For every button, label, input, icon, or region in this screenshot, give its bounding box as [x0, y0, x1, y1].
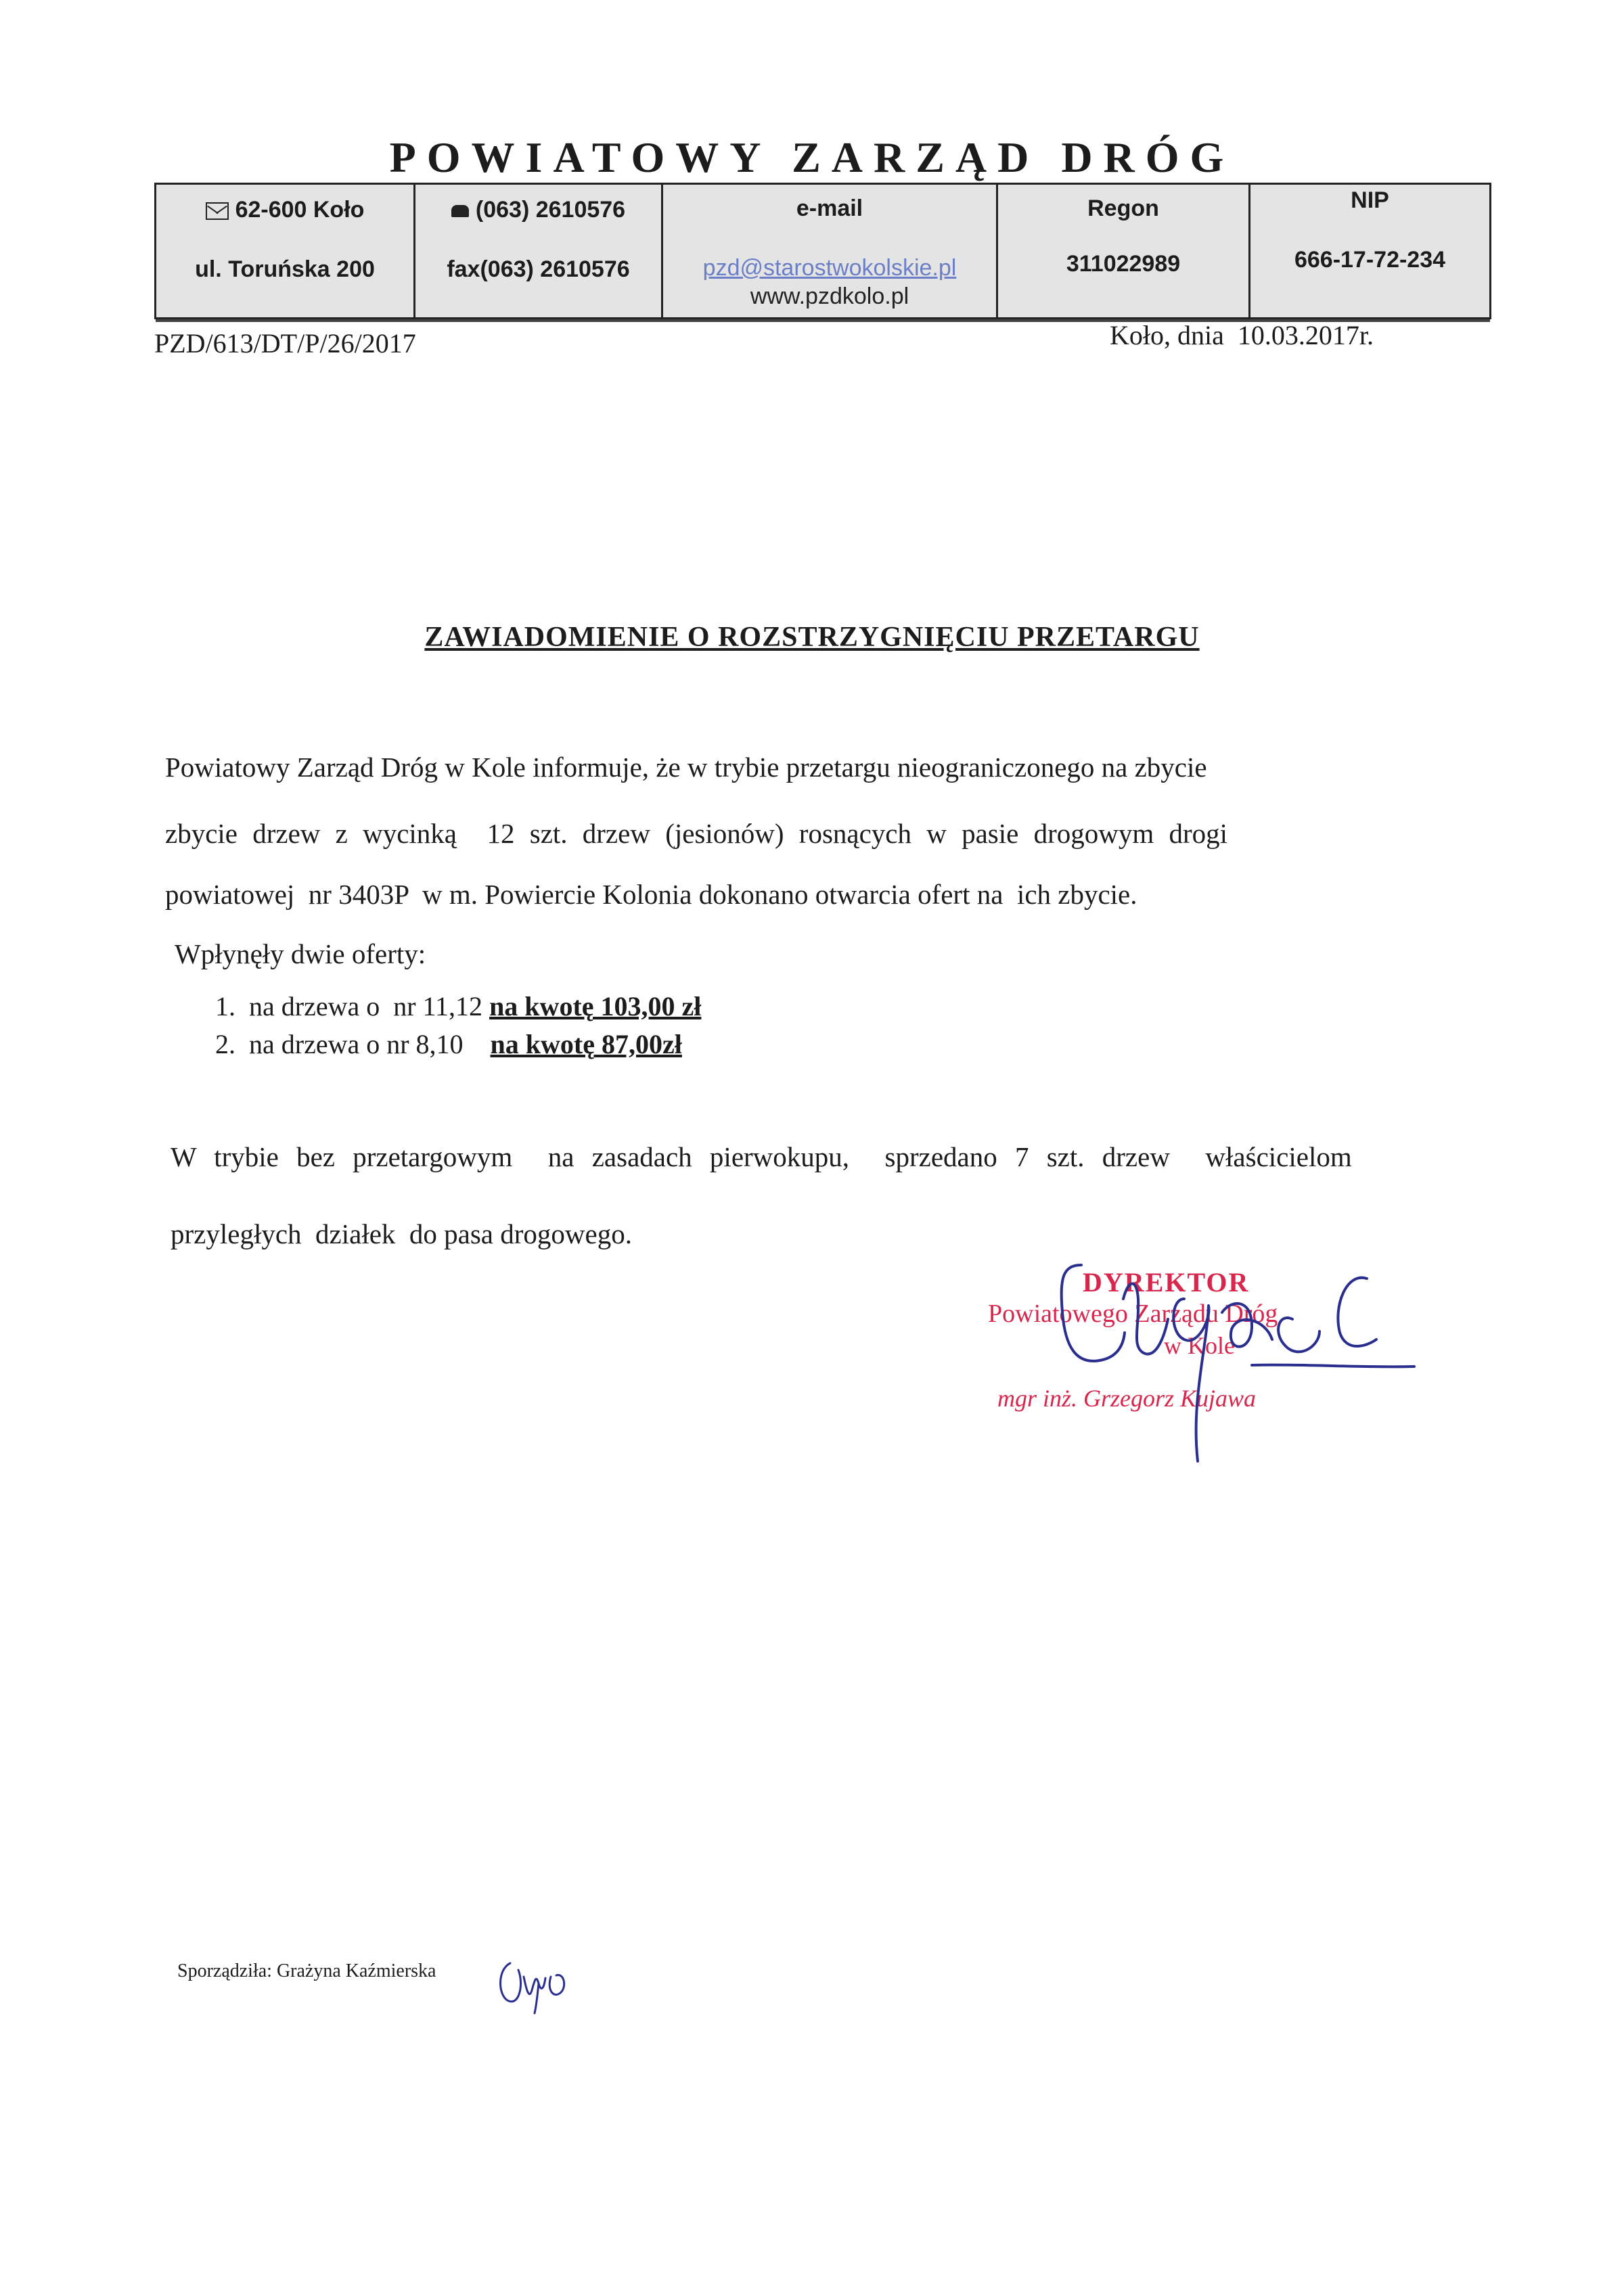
stamp-title: DYREKTOR: [1083, 1267, 1250, 1298]
body-line-6: przyległych działek do pasa drogowego.: [171, 1218, 632, 1249]
email-column: [663, 185, 998, 317]
director-signature: [1049, 1252, 1428, 1495]
email-link[interactable]: pzd@starostwokolskie.pl: [702, 255, 957, 281]
email-label: e-mail: [796, 196, 863, 221]
offer-amount: na kwotę 87,00zł: [490, 1029, 682, 1059]
offer-amount: na kwotę 103,00 zł: [489, 991, 702, 1021]
phone-cell: [415, 197, 661, 223]
website-link[interactable]: www.pzdkolo.pl: [750, 283, 909, 309]
regon-label: Regon: [1087, 196, 1159, 221]
nip-value: 666-17-72-234: [1294, 247, 1446, 273]
organization-title: POWIATOWY ZARZĄD DRÓG: [389, 133, 1235, 181]
regon-column: [998, 185, 1250, 317]
body-line-2: zbycie drzew z wycinką 12 szt. drzew (jesionów) rosnących w pasie drogowym drogi: [165, 818, 1228, 849]
offer-text: na drzewa o nr 11,12: [249, 991, 490, 1021]
stamp-line-1: Powiatowego Zarządu Dróg: [988, 1300, 1278, 1328]
body-line-3: powiatowej nr 3403P w m. Powiercie Kolonia dokonano otwarcia ofert na ich zbycie.: [165, 879, 1137, 910]
phone-icon: [451, 205, 469, 217]
offer-text: na drzewa o nr 8,10: [249, 1029, 491, 1059]
body-line-5: W trybie bez przetargowym na zasadach pierwokupu, sprzedano 7 szt. drzew właścicielom: [171, 1141, 1352, 1172]
offer-item: [215, 990, 701, 1022]
body-line-1: Powiatowy Zarząd Dróg w Kole informuje, że w trybie przetargu nieograniczonego na zbycie: [165, 752, 1207, 783]
offer-number: 2.: [215, 1029, 235, 1059]
phone-number: (063) 2610576: [475, 197, 626, 223]
regon-value: 311022989: [1066, 251, 1181, 277]
document-date: Koło, dnia 10.03.2017r.: [1110, 320, 1374, 350]
offer-item: [215, 1028, 682, 1060]
address-column: [156, 185, 415, 317]
stamp-name: mgr inż. Grzegorz Kujawa: [997, 1385, 1257, 1412]
envelope-icon: [206, 202, 229, 220]
street-address: ul. Toruńska 200: [195, 256, 375, 282]
nip-label: NIP: [1351, 187, 1389, 213]
nip-column: [1250, 185, 1489, 317]
postal-code-city: 62-600 Koło: [235, 197, 365, 223]
postal-cell: [156, 197, 413, 223]
reference-number: PZD/613/DT/P/26/2017: [154, 328, 416, 359]
document-heading: ZAWIADOMIENIE O ROZSTRZYGNIĘCIU PRZETARGU: [424, 622, 1200, 653]
fax-number: fax(063) 2610576: [447, 256, 630, 282]
offers-intro: Wpłynęły dwie oferty:: [175, 938, 426, 969]
stamp-line-2: w Kole: [1164, 1332, 1235, 1359]
prepared-by: Sporządziła: Grażyna Kaźmierska: [177, 1960, 436, 1981]
phone-column: [415, 185, 663, 317]
preparer-initials: [497, 1943, 571, 2017]
contact-header-table: [154, 183, 1491, 319]
offer-number: 1.: [215, 991, 235, 1021]
